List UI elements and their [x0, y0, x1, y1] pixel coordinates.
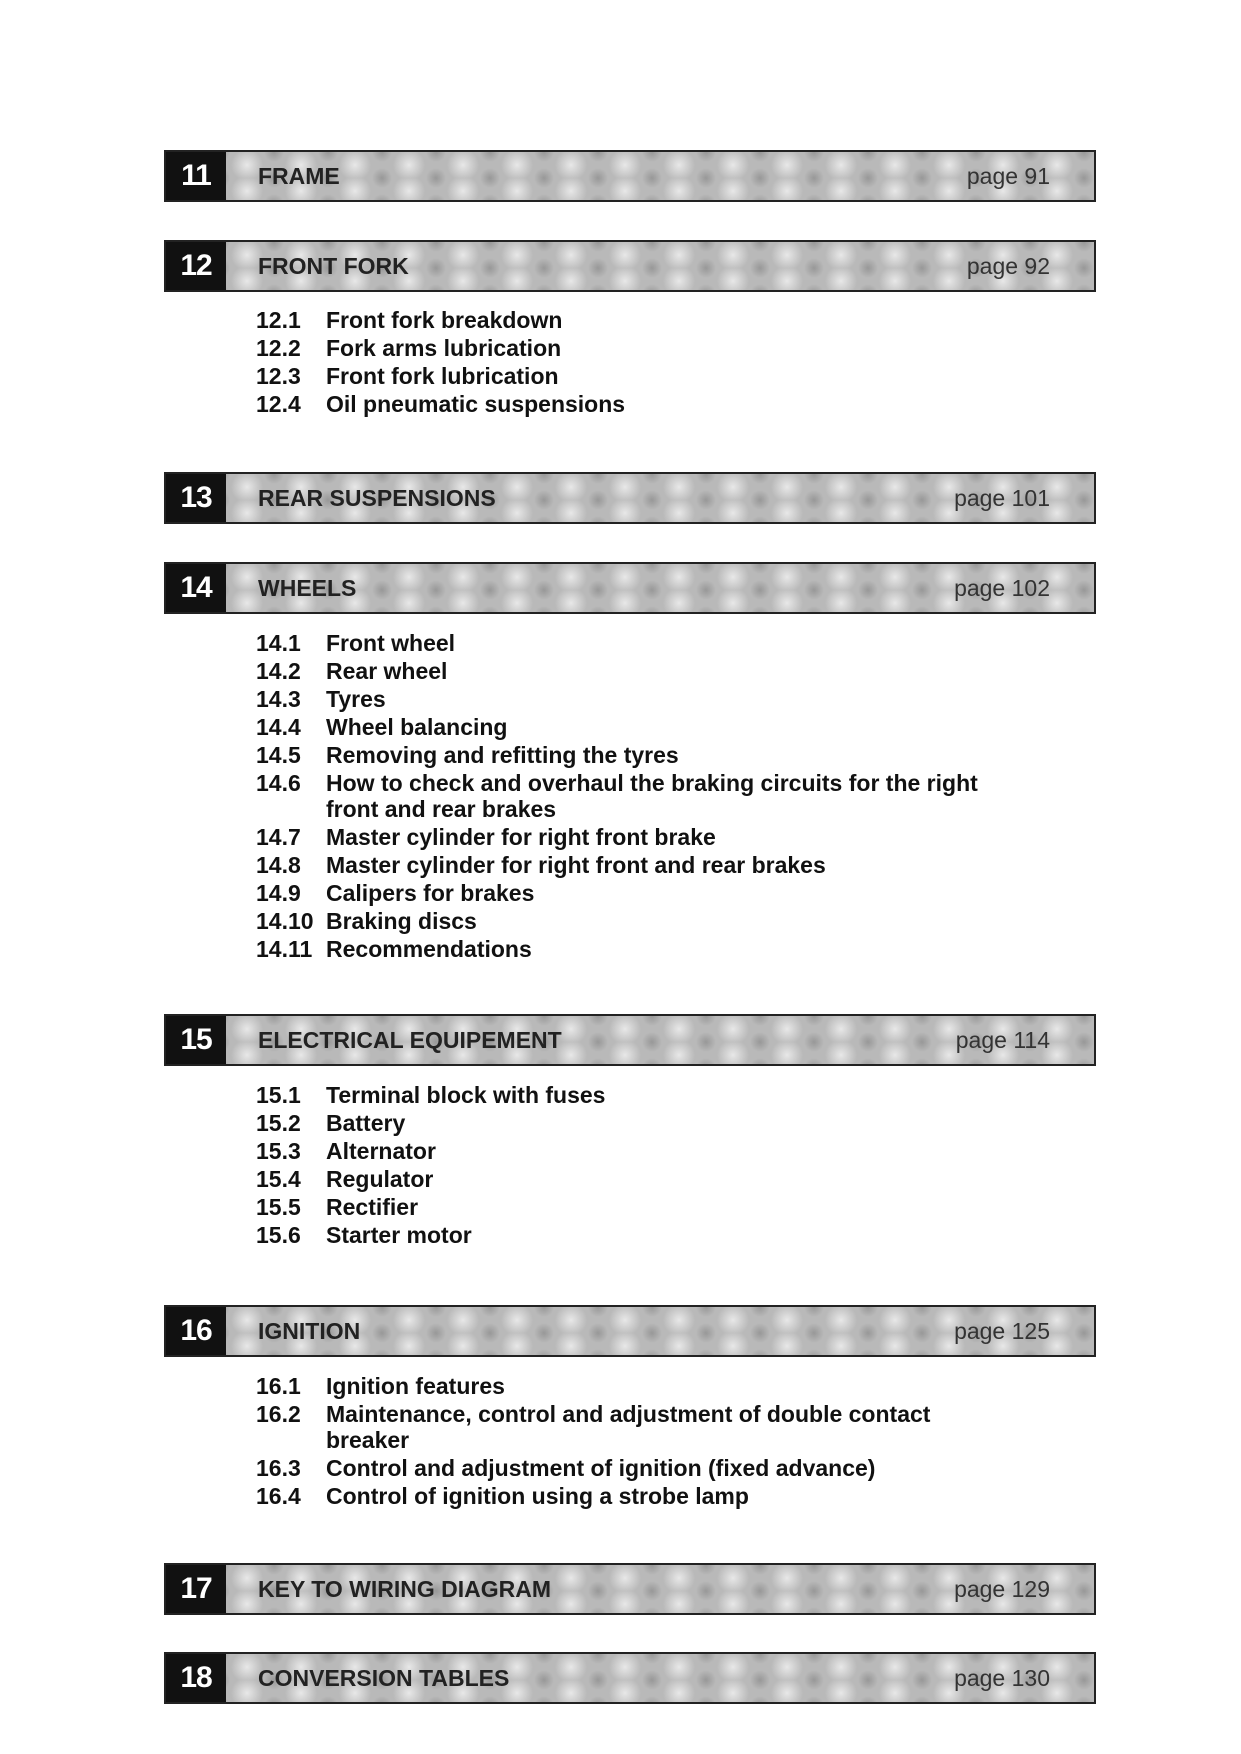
item-number: 15.6 — [256, 1222, 301, 1248]
item-title: Front fork breakdown — [326, 307, 563, 333]
item-title: Alternator — [326, 1138, 436, 1164]
list-item — [256, 852, 1016, 878]
section-number: 14 — [166, 564, 226, 612]
list-item — [256, 908, 1016, 934]
item-title: Control and adjustment of ignition (fixed advance) — [326, 1455, 876, 1481]
section-number: 16 — [166, 1307, 226, 1355]
item-title: Terminal block with fuses — [326, 1082, 606, 1108]
section-title: FRAME — [258, 162, 340, 189]
section-title: REAR SUSPENSIONS — [258, 484, 496, 511]
item-number: 15.2 — [256, 1110, 301, 1136]
item-number: 12.4 — [256, 391, 301, 417]
list-item — [256, 1166, 1016, 1192]
item-title: Oil pneumatic suspensions — [326, 391, 626, 417]
item-number: 15.3 — [256, 1138, 301, 1164]
section-header-17 — [164, 1563, 1096, 1615]
item-number: 14.11 — [256, 936, 313, 962]
section-number: 15 — [166, 1016, 226, 1064]
subsection-list-16 — [256, 1373, 1016, 1511]
item-title: Master cylinder for right front brake — [326, 824, 716, 850]
list-item — [256, 686, 1016, 712]
item-title: Tyres — [326, 686, 386, 712]
item-number: 12.3 — [256, 363, 301, 389]
list-item — [256, 1401, 1016, 1453]
list-item — [256, 363, 1016, 389]
section-header-18 — [164, 1652, 1096, 1704]
list-item — [256, 1222, 1016, 1248]
item-title: Regulator — [326, 1166, 434, 1192]
section-number: 17 — [166, 1565, 226, 1613]
item-number: 14.8 — [256, 852, 301, 878]
section-page: page 129 — [954, 1575, 1050, 1602]
list-item — [256, 307, 1016, 333]
list-item — [256, 1455, 1016, 1481]
item-title: Starter motor — [326, 1222, 472, 1248]
section-title: CONVERSION TABLES — [258, 1664, 510, 1691]
section-header-15 — [164, 1014, 1096, 1066]
section-number: 13 — [166, 474, 226, 522]
item-number: 14.10 — [256, 908, 314, 934]
section-header-13 — [164, 472, 1096, 524]
item-title: Fork arms lubrication — [326, 335, 562, 361]
list-item — [256, 1373, 1016, 1399]
item-number: 14.4 — [256, 714, 301, 740]
section-title: FRONT FORK — [258, 252, 409, 279]
section-page: page 92 — [966, 252, 1050, 279]
item-number: 14.7 — [256, 824, 301, 850]
list-item — [256, 1082, 1016, 1108]
subsection-list-14 — [256, 630, 1016, 964]
section-page: page 125 — [954, 1317, 1050, 1344]
item-number: 16.3 — [256, 1455, 301, 1481]
item-number: 14.1 — [256, 630, 301, 656]
item-number: 14.6 — [256, 770, 301, 796]
item-number: 14.3 — [256, 686, 301, 712]
list-item — [256, 1483, 1016, 1509]
item-number: 15.4 — [256, 1166, 301, 1192]
list-item — [256, 936, 1016, 962]
list-item — [256, 335, 1016, 361]
list-item — [256, 1138, 1016, 1164]
section-title: IGNITION — [258, 1317, 361, 1344]
item-title: Braking discs — [326, 908, 477, 934]
item-title: Rectifier — [326, 1194, 419, 1220]
list-item — [256, 630, 1016, 656]
item-number: 14.5 — [256, 742, 301, 768]
list-item — [256, 714, 1016, 740]
section-header-14 — [164, 562, 1096, 614]
item-number: 16.1 — [256, 1373, 301, 1399]
section-header-16 — [164, 1305, 1096, 1357]
section-page: page 101 — [954, 484, 1050, 511]
item-title: How to check and overhaul the braking circuits for the right front and rear brakes — [326, 770, 978, 822]
item-title: Front wheel — [326, 630, 456, 656]
list-item — [256, 1194, 1016, 1220]
item-title: Master cylinder for right front and rear brakes — [326, 852, 826, 878]
section-header-12 — [164, 240, 1096, 292]
section-page: page 130 — [954, 1664, 1050, 1691]
section-title: KEY TO WIRING DIAGRAM — [258, 1575, 552, 1602]
section-number: 12 — [166, 242, 226, 290]
item-title: Control of ignition using a strobe lamp — [326, 1483, 749, 1509]
list-item — [256, 824, 1016, 850]
item-number: 15.5 — [256, 1194, 301, 1220]
item-title: Wheel balancing — [326, 714, 508, 740]
item-title: Battery — [326, 1110, 406, 1136]
item-number: 15.1 — [256, 1082, 301, 1108]
list-item — [256, 880, 1016, 906]
list-item — [256, 658, 1016, 684]
item-title: Recommendations — [326, 936, 532, 962]
item-number: 16.2 — [256, 1401, 301, 1427]
item-number: 14.2 — [256, 658, 301, 684]
section-page: page 91 — [966, 162, 1050, 189]
section-page: page 114 — [955, 1026, 1050, 1053]
section-title: ELECTRICAL EQUIPEMENT — [258, 1026, 562, 1053]
item-title: Calipers for brakes — [326, 880, 535, 906]
section-title: WHEELS — [258, 574, 357, 601]
item-title: Ignition features — [326, 1373, 505, 1399]
section-number: 18 — [166, 1654, 226, 1702]
item-title: Front fork lubrication — [326, 363, 559, 389]
item-title: Maintenance, control and adjustment of double contact breaker — [326, 1401, 931, 1453]
item-title: Rear wheel — [326, 658, 448, 684]
list-item — [256, 391, 1016, 417]
item-number: 12.2 — [256, 335, 301, 361]
item-number: 16.4 — [256, 1483, 301, 1509]
item-number: 12.1 — [256, 307, 301, 333]
list-item — [256, 1110, 1016, 1136]
section-number: 11 — [166, 152, 226, 200]
item-number: 14.9 — [256, 880, 301, 906]
list-item — [256, 742, 1016, 768]
subsection-list-12 — [256, 307, 1016, 419]
section-page: page 102 — [954, 574, 1050, 601]
subsection-list-15 — [256, 1082, 1016, 1250]
section-header-11 — [164, 150, 1096, 202]
item-title: Removing and refitting the tyres — [326, 742, 679, 768]
list-item — [256, 770, 1016, 822]
